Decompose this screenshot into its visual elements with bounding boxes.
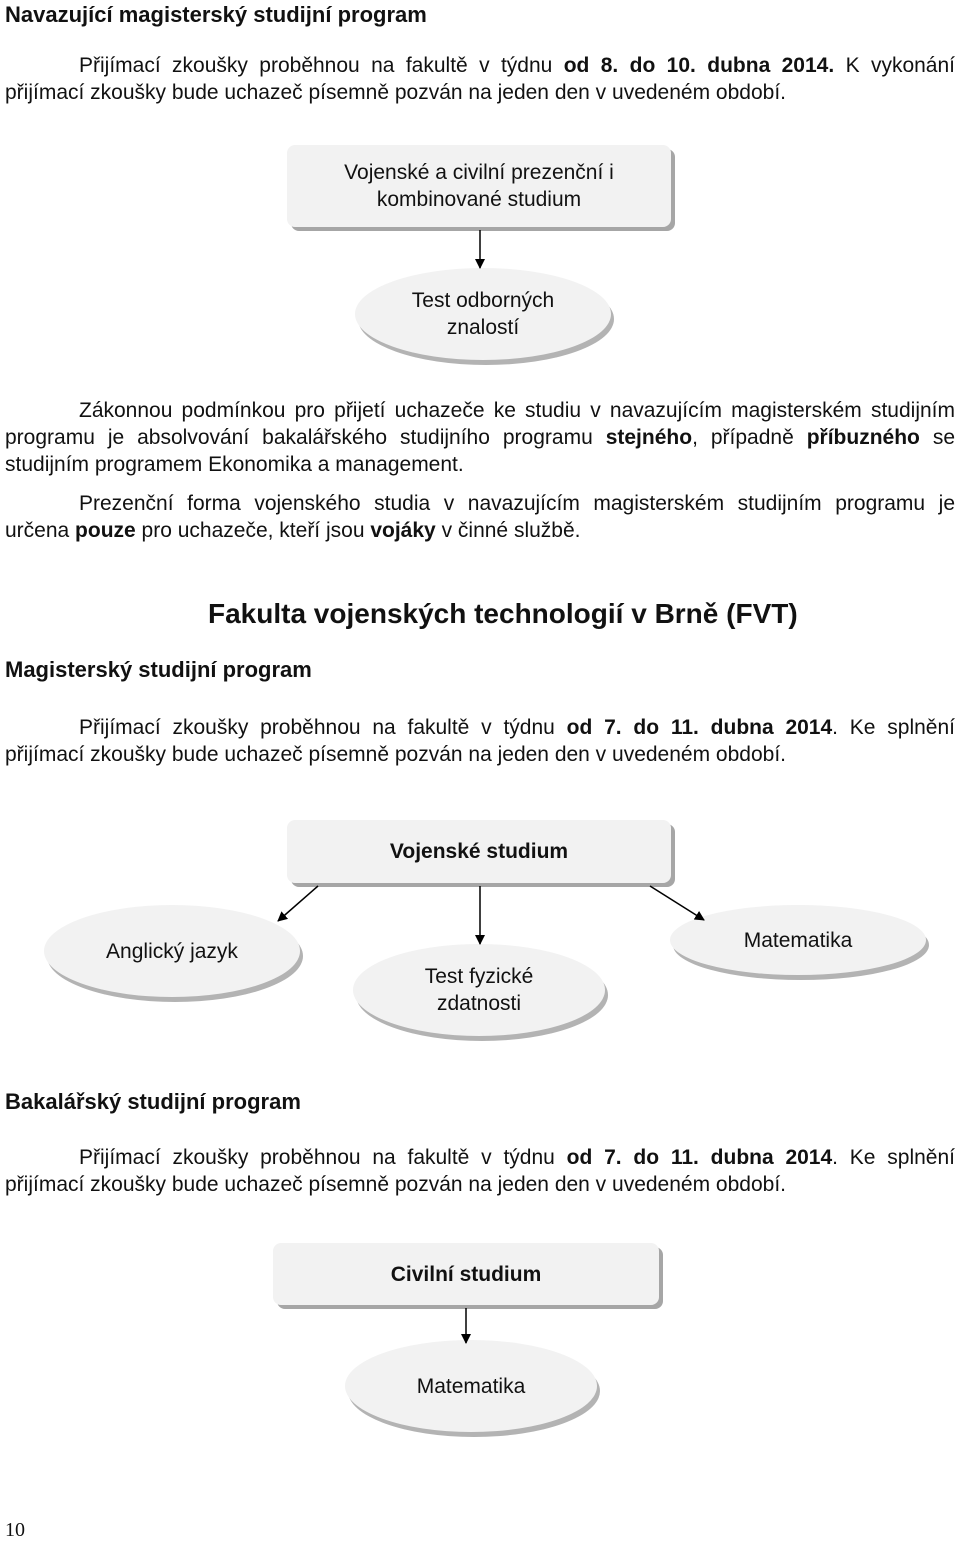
intro-text-end: K vykonání přijímací zkoušky bude uchazeč písemně pozván na jeden den v uvedeném období. <box>5 54 956 104</box>
diagram-box-label: Civilní studium <box>390 1262 542 1286</box>
intro2-text-start: Přijímací zkoušky proběhnou na fakultě v týdnu <box>79 716 567 739</box>
intro2-dates: od 7. do 11. dubna 2014 <box>566 716 833 739</box>
intro-dates: od 8. do 10. dubna 2014. <box>563 54 835 77</box>
form-text-1: Prezenční forma vojenského studia v navazujícím magisterském studijním programu je určena <box>5 492 955 542</box>
condition-text-2: , případně <box>692 426 807 449</box>
diagram-oval-label: Test odborných znalostí <box>411 289 555 339</box>
section-heading-bakalarsky: Bakalářský studijní program <box>5 1089 301 1114</box>
arrow-to-matematika <box>650 886 704 920</box>
condition-bold-stejneho: stejného <box>605 426 693 449</box>
faculty-title: Fakulta vojenských technologií v Brně (FVT) <box>208 598 798 629</box>
intro3-text-end: . Ke splnění přijímací zkoušky bude uchazeč písemně pozván na jeden den v uvedeném období. <box>5 1146 955 1196</box>
arrow-to-anglicky-jazyk <box>278 886 318 921</box>
diagram-box-label: Vojenské a civilní prezenční i kombinované studium <box>344 161 614 211</box>
condition-text-3: se studijním programem Ekonomika a management. <box>5 426 956 476</box>
diagram-oval-label: Matematika <box>416 1374 526 1398</box>
page-number: 10 <box>5 1519 25 1541</box>
intro3-text-start: Přijímací zkoušky proběhnou na fakultě v týdnu <box>79 1146 567 1169</box>
condition-text-1: Zákonnou podmínkou pro přijetí uchazeče ke studiu v navazujícím magisterském studijním programu je absolvování bakalářského studijního programu <box>5 399 955 449</box>
section-heading-magistersky: Magisterský studijní program <box>5 657 312 682</box>
intro2-text-end: . Ke splnění přijímací zkoušky bude uchazeč písemně pozván na jeden den v uvedeném období. <box>5 716 955 766</box>
intro-text-start: Přijímací zkoušky proběhnou na fakultě v týdnu <box>79 54 564 77</box>
diagram-oval-label: Matematika <box>743 928 853 952</box>
diagram-box-label: Vojenské studium <box>389 840 569 863</box>
condition-bold-pribuzneho: příbuzného <box>806 426 920 449</box>
section-heading-navazujici: Navazující magisterský studijní program <box>5 2 427 27</box>
intro3-dates: od 7. do 11. dubna 2014 <box>566 1146 833 1169</box>
diagram-oval-label: Anglický jazyk <box>106 939 238 963</box>
form-text-3: v činné službě. <box>435 519 581 542</box>
diagram-oval-label: Test fyzické zdatnosti <box>424 965 534 1015</box>
form-text-2: pro uchazeče, kteří jsou <box>135 519 371 542</box>
form-bold-pouze: pouze <box>75 519 136 542</box>
form-bold-vojaky: vojáky <box>370 519 436 542</box>
